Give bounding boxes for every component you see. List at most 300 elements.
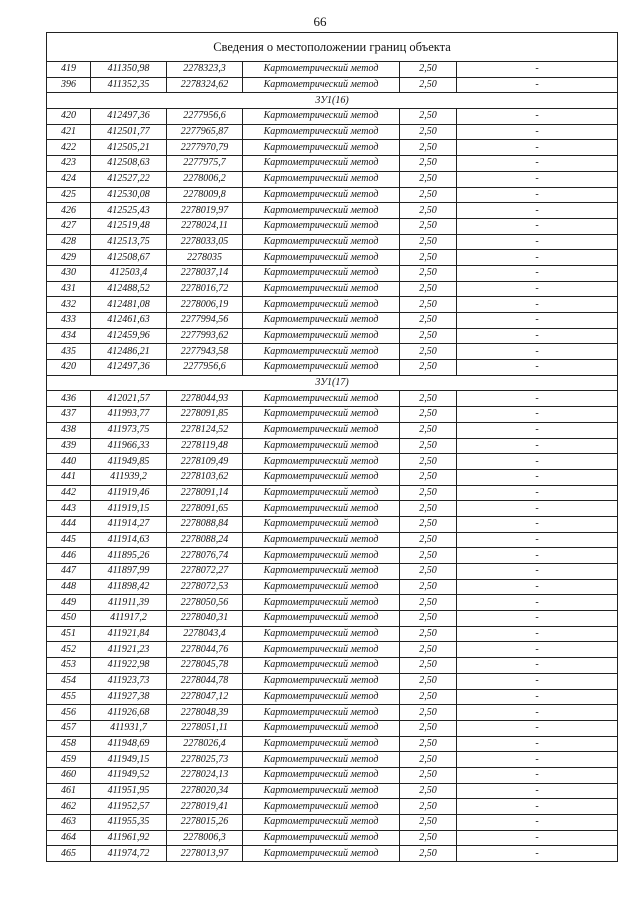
x-coordinate-cell: 411922,98 <box>91 658 167 674</box>
table-row <box>47 313 618 329</box>
y-coordinate-cell: 2278045,78 <box>167 658 243 674</box>
note-cell: - <box>457 407 618 423</box>
y-coordinate-cell: 2278006,2 <box>167 171 243 187</box>
x-coordinate-cell: 412508,63 <box>91 156 167 172</box>
y-coordinate-cell: 2278088,84 <box>167 516 243 532</box>
section-label: 3У1(16) <box>47 93 618 109</box>
x-coordinate-cell: 411895,26 <box>91 548 167 564</box>
x-coordinate-cell: 411350,98 <box>91 62 167 78</box>
section-header-row <box>47 93 618 109</box>
accuracy-cell: 2,50 <box>400 438 457 454</box>
note-cell: - <box>457 658 618 674</box>
table-row <box>47 830 618 846</box>
note-cell: - <box>457 328 618 344</box>
x-coordinate-cell: 412530,08 <box>91 187 167 203</box>
note-cell: - <box>457 564 618 580</box>
table-row <box>47 689 618 705</box>
point-number-cell: 426 <box>47 203 91 219</box>
method-cell: Картометрический метод <box>243 736 400 752</box>
accuracy-cell: 2,50 <box>400 516 457 532</box>
boundary-table-container <box>46 32 617 862</box>
y-coordinate-cell: 2278323,3 <box>167 62 243 78</box>
point-number-cell: 424 <box>47 171 91 187</box>
accuracy-cell: 2,50 <box>400 564 457 580</box>
method-cell: Картометрический метод <box>243 532 400 548</box>
y-coordinate-cell: 2277956,6 <box>167 360 243 376</box>
x-coordinate-cell: 411973,75 <box>91 422 167 438</box>
x-coordinate-cell: 412459,96 <box>91 328 167 344</box>
method-cell: Картометрический метод <box>243 218 400 234</box>
note-cell: - <box>457 62 618 78</box>
accuracy-cell: 2,50 <box>400 501 457 517</box>
y-coordinate-cell: 2278103,62 <box>167 469 243 485</box>
y-coordinate-cell: 2278013,97 <box>167 846 243 862</box>
accuracy-cell: 2,50 <box>400 328 457 344</box>
table-row <box>47 328 618 344</box>
point-number-cell: 428 <box>47 234 91 250</box>
accuracy-cell: 2,50 <box>400 532 457 548</box>
method-cell: Картометрический метод <box>243 595 400 611</box>
x-coordinate-cell: 411921,84 <box>91 626 167 642</box>
y-coordinate-cell: 2278048,39 <box>167 705 243 721</box>
accuracy-cell: 2,50 <box>400 611 457 627</box>
table-row <box>47 250 618 266</box>
method-cell: Картометрический метод <box>243 234 400 250</box>
y-coordinate-cell: 2278088,24 <box>167 532 243 548</box>
method-cell: Картометрический метод <box>243 187 400 203</box>
accuracy-cell: 2,50 <box>400 124 457 140</box>
method-cell: Картометрический метод <box>243 62 400 78</box>
point-number-cell: 448 <box>47 579 91 595</box>
method-cell: Картометрический метод <box>243 564 400 580</box>
accuracy-cell: 2,50 <box>400 218 457 234</box>
note-cell: - <box>457 767 618 783</box>
y-coordinate-cell: 2278025,73 <box>167 752 243 768</box>
note-cell: - <box>457 548 618 564</box>
x-coordinate-cell: 412488,52 <box>91 281 167 297</box>
point-number-cell: 433 <box>47 313 91 329</box>
y-coordinate-cell: 2277956,6 <box>167 109 243 125</box>
note-cell: - <box>457 438 618 454</box>
table-title: Сведения о местоположении границ объекта <box>47 33 618 62</box>
x-coordinate-cell: 412497,36 <box>91 109 167 125</box>
table-row <box>47 469 618 485</box>
table-row <box>47 658 618 674</box>
x-coordinate-cell: 411931,7 <box>91 720 167 736</box>
y-coordinate-cell: 2278040,31 <box>167 611 243 627</box>
table-row <box>47 752 618 768</box>
point-number-cell: 434 <box>47 328 91 344</box>
x-coordinate-cell: 411974,72 <box>91 846 167 862</box>
x-coordinate-cell: 411919,46 <box>91 485 167 501</box>
y-coordinate-cell: 2278015,26 <box>167 815 243 831</box>
x-coordinate-cell: 411921,23 <box>91 642 167 658</box>
note-cell: - <box>457 516 618 532</box>
accuracy-cell: 2,50 <box>400 422 457 438</box>
note-cell: - <box>457 77 618 93</box>
point-number-cell: 464 <box>47 830 91 846</box>
table-row <box>47 501 618 517</box>
y-coordinate-cell: 2277975,7 <box>167 156 243 172</box>
table-row <box>47 407 618 423</box>
point-number-cell: 459 <box>47 752 91 768</box>
accuracy-cell: 2,50 <box>400 815 457 831</box>
point-number-cell: 425 <box>47 187 91 203</box>
point-number-cell: 419 <box>47 62 91 78</box>
note-cell: - <box>457 752 618 768</box>
x-coordinate-cell: 411914,27 <box>91 516 167 532</box>
y-coordinate-cell: 2278006,3 <box>167 830 243 846</box>
table-row <box>47 391 618 407</box>
note-cell: - <box>457 297 618 313</box>
note-cell: - <box>457 626 618 642</box>
method-cell: Картометрический метод <box>243 705 400 721</box>
method-cell: Картометрический метод <box>243 438 400 454</box>
point-number-cell: 463 <box>47 815 91 831</box>
x-coordinate-cell: 411897,99 <box>91 564 167 580</box>
method-cell: Картометрический метод <box>243 783 400 799</box>
table-row <box>47 203 618 219</box>
accuracy-cell: 2,50 <box>400 156 457 172</box>
x-coordinate-cell: 411923,73 <box>91 673 167 689</box>
table-row <box>47 783 618 799</box>
table-row <box>47 297 618 313</box>
x-coordinate-cell: 412497,36 <box>91 360 167 376</box>
method-cell: Картометрический метод <box>243 689 400 705</box>
x-coordinate-cell: 412501,77 <box>91 124 167 140</box>
table-row <box>47 454 618 470</box>
note-cell: - <box>457 250 618 266</box>
table-row <box>47 140 618 156</box>
x-coordinate-cell: 411914,63 <box>91 532 167 548</box>
y-coordinate-cell: 2278072,27 <box>167 564 243 580</box>
point-number-cell: 396 <box>47 77 91 93</box>
accuracy-cell: 2,50 <box>400 658 457 674</box>
point-number-cell: 440 <box>47 454 91 470</box>
accuracy-cell: 2,50 <box>400 469 457 485</box>
accuracy-cell: 2,50 <box>400 830 457 846</box>
accuracy-cell: 2,50 <box>400 407 457 423</box>
table-row <box>47 187 618 203</box>
note-cell: - <box>457 673 618 689</box>
method-cell: Картометрический метод <box>243 485 400 501</box>
table-row <box>47 611 618 627</box>
point-number-cell: 439 <box>47 438 91 454</box>
x-coordinate-cell: 412525,43 <box>91 203 167 219</box>
y-coordinate-cell: 2278020,34 <box>167 783 243 799</box>
note-cell: - <box>457 140 618 156</box>
table-row <box>47 124 618 140</box>
method-cell: Картометрический метод <box>243 281 400 297</box>
method-cell: Картометрический метод <box>243 203 400 219</box>
table-row <box>47 485 618 501</box>
point-number-cell: 442 <box>47 485 91 501</box>
accuracy-cell: 2,50 <box>400 579 457 595</box>
note-cell: - <box>457 124 618 140</box>
accuracy-cell: 2,50 <box>400 689 457 705</box>
accuracy-cell: 2,50 <box>400 265 457 281</box>
x-coordinate-cell: 411951,95 <box>91 783 167 799</box>
note-cell: - <box>457 156 618 172</box>
point-number-cell: 454 <box>47 673 91 689</box>
table-row <box>47 720 618 736</box>
note-cell: - <box>457 313 618 329</box>
note-cell: - <box>457 642 618 658</box>
point-number-cell: 445 <box>47 532 91 548</box>
note-cell: - <box>457 344 618 360</box>
x-coordinate-cell: 411919,15 <box>91 501 167 517</box>
point-number-cell: 436 <box>47 391 91 407</box>
point-number-cell: 438 <box>47 422 91 438</box>
y-coordinate-cell: 2278033,05 <box>167 234 243 250</box>
note-cell: - <box>457 360 618 376</box>
accuracy-cell: 2,50 <box>400 391 457 407</box>
accuracy-cell: 2,50 <box>400 642 457 658</box>
method-cell: Картометрический метод <box>243 830 400 846</box>
accuracy-cell: 2,50 <box>400 187 457 203</box>
x-coordinate-cell: 412519,48 <box>91 218 167 234</box>
accuracy-cell: 2,50 <box>400 250 457 266</box>
method-cell: Картометрический метод <box>243 297 400 313</box>
table-row <box>47 532 618 548</box>
point-number-cell: 444 <box>47 516 91 532</box>
table-row <box>47 595 618 611</box>
method-cell: Картометрический метод <box>243 626 400 642</box>
note-cell: - <box>457 391 618 407</box>
y-coordinate-cell: 2278026,4 <box>167 736 243 752</box>
table-row <box>47 626 618 642</box>
y-coordinate-cell: 2278016,72 <box>167 281 243 297</box>
method-cell: Картометрический метод <box>243 391 400 407</box>
accuracy-cell: 2,50 <box>400 109 457 125</box>
table-row <box>47 642 618 658</box>
table-row <box>47 564 618 580</box>
table-row <box>47 281 618 297</box>
accuracy-cell: 2,50 <box>400 313 457 329</box>
y-coordinate-cell: 2278044,78 <box>167 673 243 689</box>
table-row <box>47 156 618 172</box>
x-coordinate-cell: 411966,33 <box>91 438 167 454</box>
x-coordinate-cell: 412461,63 <box>91 313 167 329</box>
accuracy-cell: 2,50 <box>400 62 457 78</box>
y-coordinate-cell: 2278051,11 <box>167 720 243 736</box>
method-cell: Картометрический метод <box>243 815 400 831</box>
point-number-cell: 452 <box>47 642 91 658</box>
point-number-cell: 449 <box>47 595 91 611</box>
section-label: 3У1(17) <box>47 375 618 391</box>
method-cell: Картометрический метод <box>243 109 400 125</box>
table-row <box>47 767 618 783</box>
note-cell: - <box>457 846 618 862</box>
note-cell: - <box>457 109 618 125</box>
point-number-cell: 453 <box>47 658 91 674</box>
method-cell: Картометрический метод <box>243 344 400 360</box>
method-cell: Картометрический метод <box>243 124 400 140</box>
note-cell: - <box>457 171 618 187</box>
x-coordinate-cell: 411949,15 <box>91 752 167 768</box>
x-coordinate-cell: 412481,08 <box>91 297 167 313</box>
note-cell: - <box>457 454 618 470</box>
point-number-cell: 457 <box>47 720 91 736</box>
point-number-cell: 456 <box>47 705 91 721</box>
table-row <box>47 218 618 234</box>
x-coordinate-cell: 411911,39 <box>91 595 167 611</box>
accuracy-cell: 2,50 <box>400 626 457 642</box>
y-coordinate-cell: 2278019,41 <box>167 799 243 815</box>
method-cell: Картометрический метод <box>243 328 400 344</box>
table-row <box>47 516 618 532</box>
table-row <box>47 62 618 78</box>
point-number-cell: 441 <box>47 469 91 485</box>
y-coordinate-cell: 2278035 <box>167 250 243 266</box>
y-coordinate-cell: 2278009,8 <box>167 187 243 203</box>
y-coordinate-cell: 2278019,97 <box>167 203 243 219</box>
point-number-cell: 455 <box>47 689 91 705</box>
note-cell: - <box>457 783 618 799</box>
method-cell: Картометрический метод <box>243 846 400 862</box>
y-coordinate-cell: 2277994,56 <box>167 313 243 329</box>
table-row <box>47 171 618 187</box>
point-number-cell: 450 <box>47 611 91 627</box>
method-cell: Картометрический метод <box>243 469 400 485</box>
method-cell: Картометрический метод <box>243 454 400 470</box>
accuracy-cell: 2,50 <box>400 736 457 752</box>
point-number-cell: 435 <box>47 344 91 360</box>
accuracy-cell: 2,50 <box>400 281 457 297</box>
point-number-cell: 460 <box>47 767 91 783</box>
y-coordinate-cell: 2278044,93 <box>167 391 243 407</box>
note-cell: - <box>457 422 618 438</box>
method-cell: Картометрический метод <box>243 799 400 815</box>
point-number-cell: 446 <box>47 548 91 564</box>
section-header-row <box>47 375 618 391</box>
table-row <box>47 579 618 595</box>
table-row <box>47 673 618 689</box>
page-number: 66 <box>313 14 327 29</box>
x-coordinate-cell: 411917,2 <box>91 611 167 627</box>
boundary-table-body <box>47 33 618 862</box>
point-number-cell: 447 <box>47 564 91 580</box>
accuracy-cell: 2,50 <box>400 171 457 187</box>
y-coordinate-cell: 2278024,13 <box>167 767 243 783</box>
note-cell: - <box>457 705 618 721</box>
y-coordinate-cell: 2278043,4 <box>167 626 243 642</box>
method-cell: Картометрический метод <box>243 250 400 266</box>
note-cell: - <box>457 218 618 234</box>
method-cell: Картометрический метод <box>243 265 400 281</box>
y-coordinate-cell: 2278124,52 <box>167 422 243 438</box>
method-cell: Картометрический метод <box>243 77 400 93</box>
method-cell: Картометрический метод <box>243 752 400 768</box>
x-coordinate-cell: 411955,35 <box>91 815 167 831</box>
x-coordinate-cell: 412513,75 <box>91 234 167 250</box>
accuracy-cell: 2,50 <box>400 485 457 501</box>
y-coordinate-cell: 2278006,19 <box>167 297 243 313</box>
method-cell: Картометрический метод <box>243 548 400 564</box>
table-row <box>47 799 618 815</box>
accuracy-cell: 2,50 <box>400 234 457 250</box>
point-number-cell: 421 <box>47 124 91 140</box>
point-number-cell: 420 <box>47 360 91 376</box>
accuracy-cell: 2,50 <box>400 344 457 360</box>
point-number-cell: 430 <box>47 265 91 281</box>
note-cell: - <box>457 611 618 627</box>
x-coordinate-cell: 411952,57 <box>91 799 167 815</box>
accuracy-cell: 2,50 <box>400 767 457 783</box>
x-coordinate-cell: 412505,21 <box>91 140 167 156</box>
method-cell: Картометрический метод <box>243 658 400 674</box>
accuracy-cell: 2,50 <box>400 595 457 611</box>
x-coordinate-cell: 411926,68 <box>91 705 167 721</box>
note-cell: - <box>457 469 618 485</box>
accuracy-cell: 2,50 <box>400 705 457 721</box>
table-row <box>47 109 618 125</box>
table-row <box>47 846 618 862</box>
x-coordinate-cell: 411939,2 <box>91 469 167 485</box>
table-row <box>47 344 618 360</box>
note-cell: - <box>457 265 618 281</box>
note-cell: - <box>457 830 618 846</box>
y-coordinate-cell: 2278076,74 <box>167 548 243 564</box>
y-coordinate-cell: 2278072,53 <box>167 579 243 595</box>
note-cell: - <box>457 234 618 250</box>
point-number-cell: 431 <box>47 281 91 297</box>
table-row <box>47 438 618 454</box>
x-coordinate-cell: 412486,21 <box>91 344 167 360</box>
method-cell: Картометрический метод <box>243 171 400 187</box>
y-coordinate-cell: 2278044,76 <box>167 642 243 658</box>
note-cell: - <box>457 187 618 203</box>
y-coordinate-cell: 2278119,48 <box>167 438 243 454</box>
point-number-cell: 451 <box>47 626 91 642</box>
table-row <box>47 705 618 721</box>
y-coordinate-cell: 2278091,85 <box>167 407 243 423</box>
method-cell: Картометрический метод <box>243 642 400 658</box>
table-row <box>47 548 618 564</box>
note-cell: - <box>457 203 618 219</box>
x-coordinate-cell: 411948,69 <box>91 736 167 752</box>
note-cell: - <box>457 501 618 517</box>
y-coordinate-cell: 2277993,62 <box>167 328 243 344</box>
table-row <box>47 234 618 250</box>
y-coordinate-cell: 2278047,12 <box>167 689 243 705</box>
note-cell: - <box>457 689 618 705</box>
point-number-cell: 461 <box>47 783 91 799</box>
method-cell: Картометрический метод <box>243 720 400 736</box>
table-row <box>47 736 618 752</box>
accuracy-cell: 2,50 <box>400 140 457 156</box>
accuracy-cell: 2,50 <box>400 673 457 689</box>
method-cell: Картометрический метод <box>243 516 400 532</box>
note-cell: - <box>457 815 618 831</box>
accuracy-cell: 2,50 <box>400 752 457 768</box>
table-title-row <box>47 33 618 62</box>
note-cell: - <box>457 579 618 595</box>
method-cell: Картометрический метод <box>243 422 400 438</box>
y-coordinate-cell: 2278091,14 <box>167 485 243 501</box>
method-cell: Картометрический метод <box>243 156 400 172</box>
accuracy-cell: 2,50 <box>400 846 457 862</box>
accuracy-cell: 2,50 <box>400 783 457 799</box>
table-row <box>47 360 618 376</box>
y-coordinate-cell: 2277943,58 <box>167 344 243 360</box>
table-row <box>47 815 618 831</box>
y-coordinate-cell: 2278109,49 <box>167 454 243 470</box>
x-coordinate-cell: 411352,35 <box>91 77 167 93</box>
y-coordinate-cell: 2278091,65 <box>167 501 243 517</box>
point-number-cell: 427 <box>47 218 91 234</box>
note-cell: - <box>457 281 618 297</box>
